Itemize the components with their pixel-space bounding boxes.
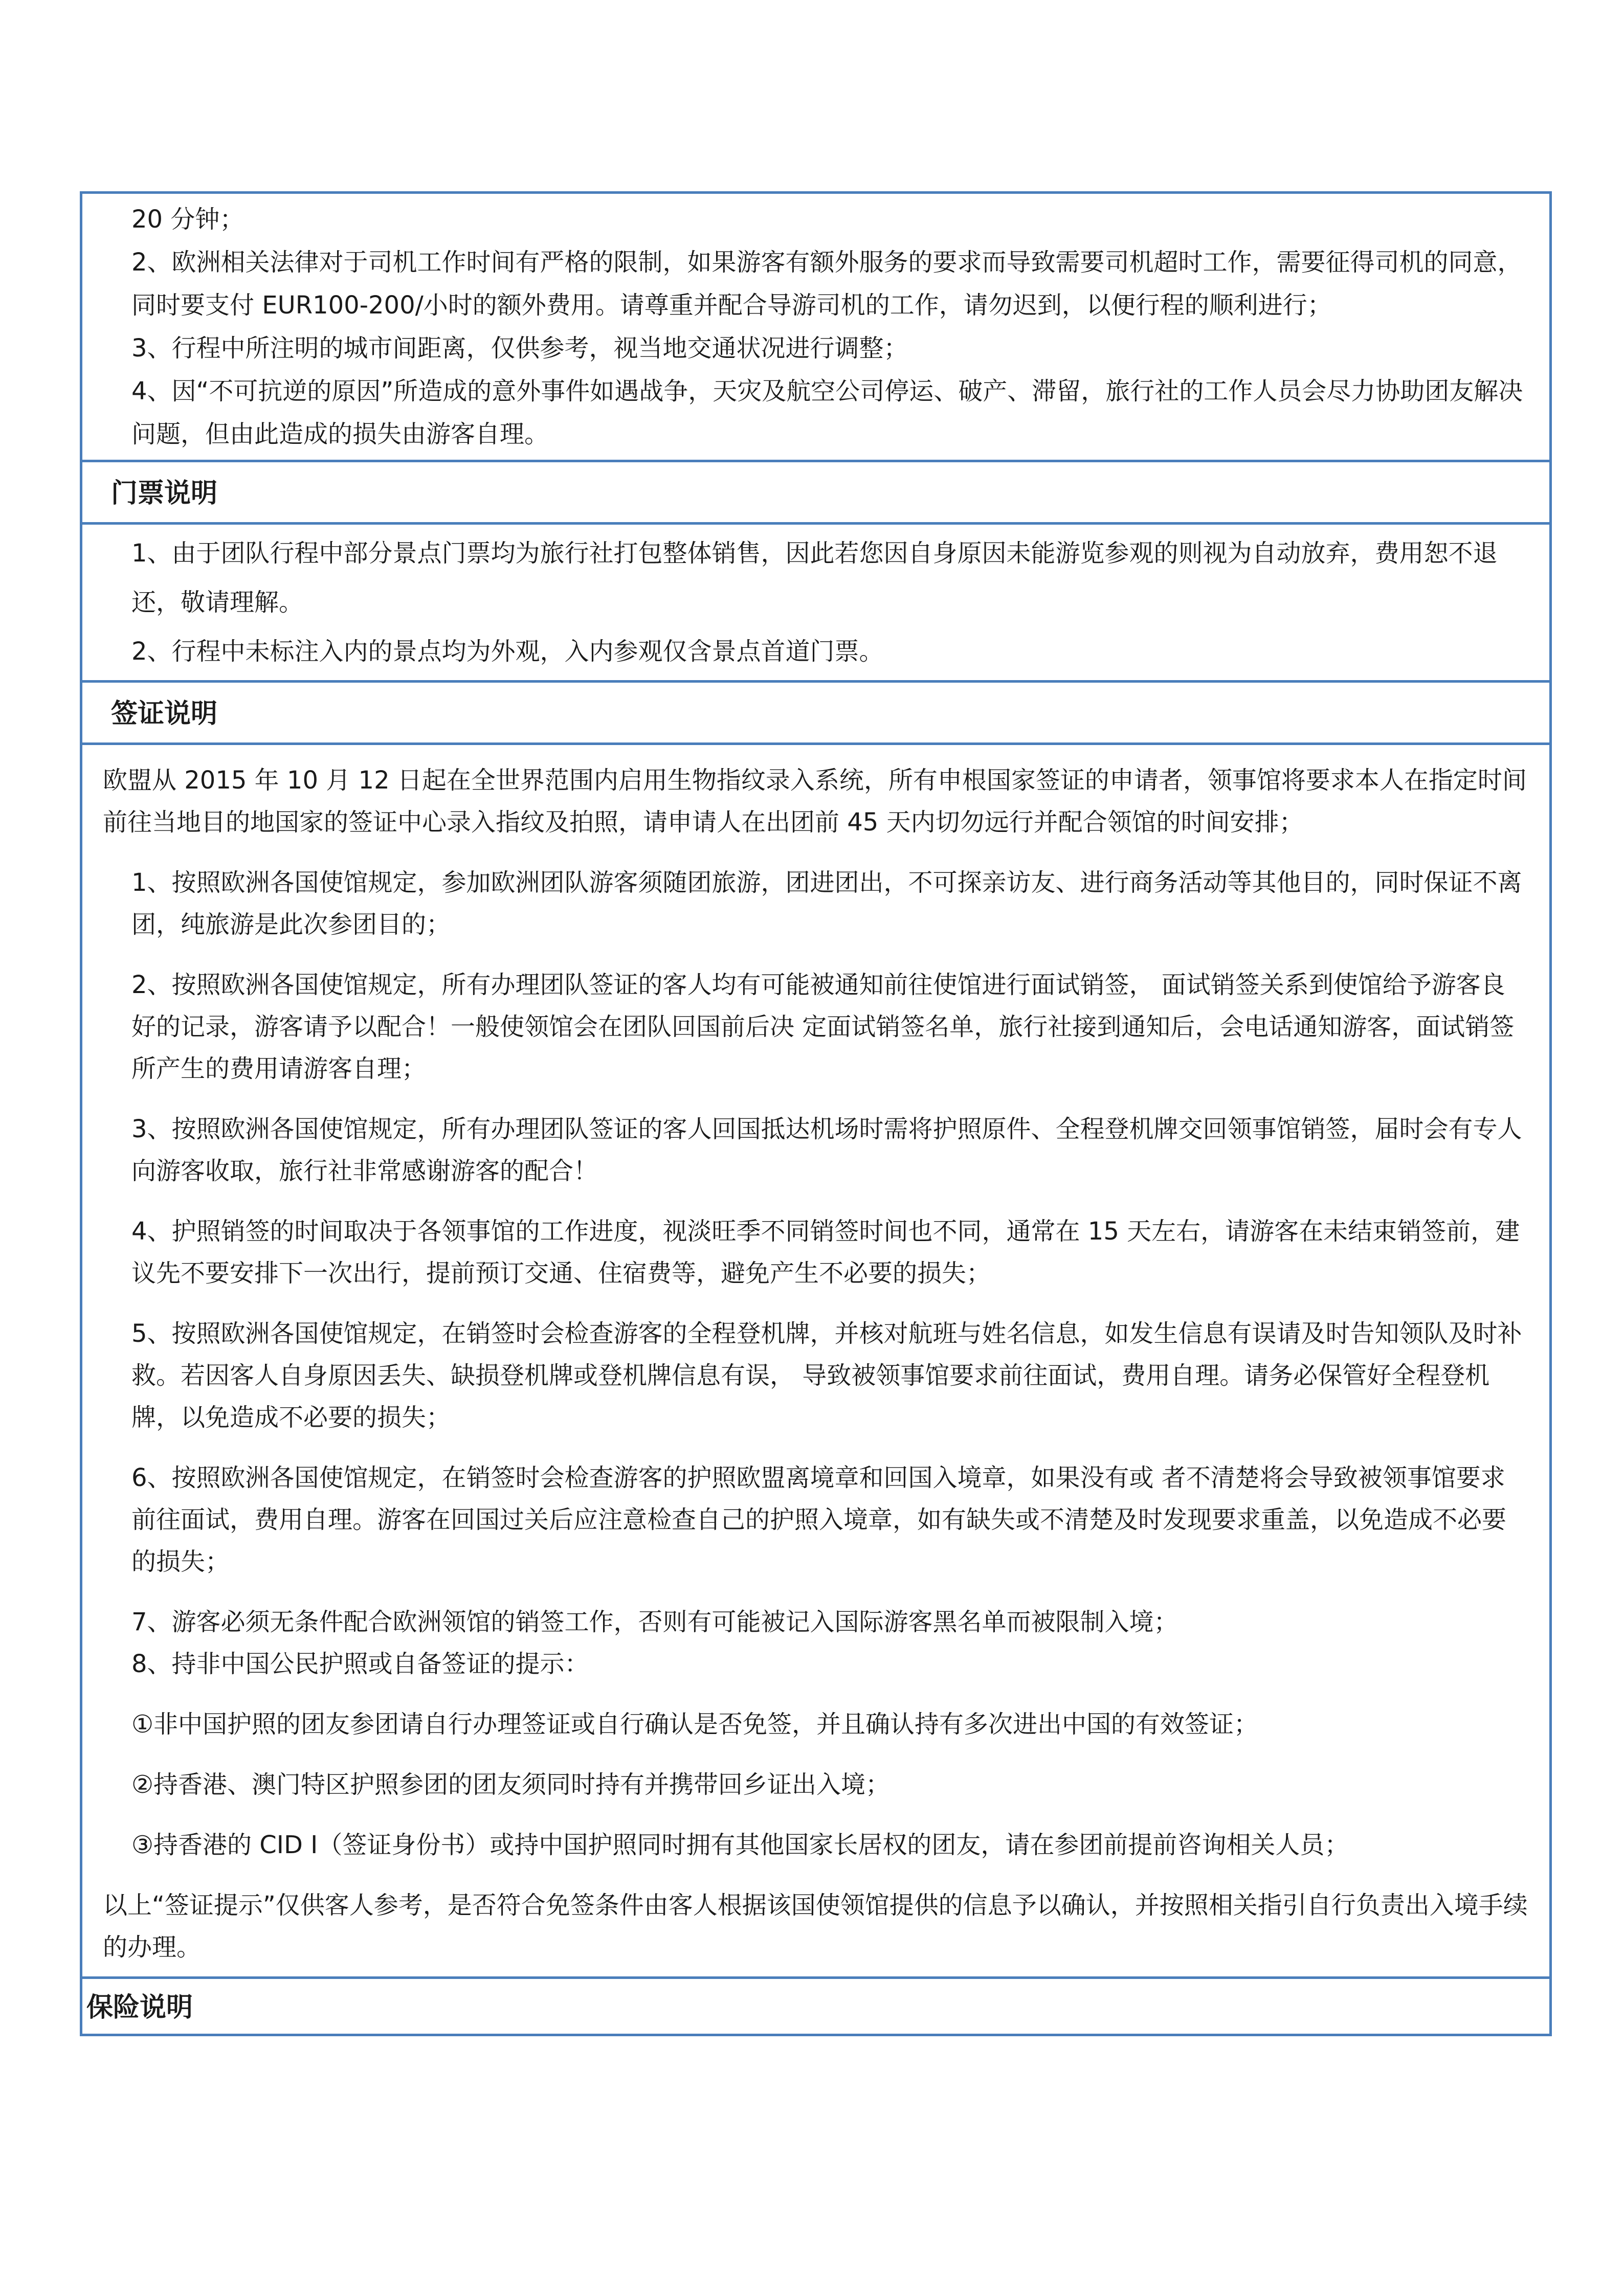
tickets-heading: 门票说明 — [82, 460, 1549, 522]
visa-item-8: 8、持非中国公民护照或自备签证的提示： — [131, 1650, 589, 1678]
tickets-section — [82, 522, 1549, 680]
visa-section — [82, 742, 1549, 1976]
visa-item-6: 6、按照欧洲各国使馆规定，在销签时会检查游客的护照欧盟离境章和回国入境章，如果没有或 者不清楚将会导致被领事馆要求前往面试，费用自理。游客在回国过关后应注意检查自己的护照入境章，如有缺失或不清楚及时发现要求重盖，以免造成不必要的损失； — [131, 1464, 1507, 1576]
tickets-line-2: 2、行程中未标注入内的景点均为外观，入内参观仅含景点首道门票。 — [131, 637, 884, 666]
visa-intro: 欧盟从 2015 年 10 月 12 日起在全世界范围内启用生物指纹录入系统，所有申根国家签证的申请者，领事馆将要求本人在指定时间前往当地目的地国家的签证中心录入指纹及拍照，请申请人在出团前 45 天内切勿远行并配合领馆的时间安排； — [103, 766, 1527, 837]
visa-item-3: 3、按照欧洲各国使馆规定，所有办理团队签证的客人回国抵达机场时需将护照原件、全程登机牌交回领事馆销签，届时会有专人向游客收取，旅行社非常感谢游客的配合！ — [131, 1115, 1522, 1185]
notes-continued-section — [82, 194, 1549, 460]
tickets-line-1: 1、由于团队行程中部分景点门票均为旅行社打包整体销售，因此若您因自身原因未能游览参观的则视为自动放弃，费用恕不退还，敬请理解。 — [131, 539, 1498, 617]
itinerary-notes-table — [80, 191, 1552, 2036]
visa-tip-2: ②持香港、澳门特区护照参团的团友须同时持有并携带回乡证出入境； — [131, 1770, 891, 1799]
visa-item-7: 7、游客必须无条件配合欧洲领馆的销签工作，否则有可能被记入国际游客黑名单而被限制入境； — [131, 1608, 1178, 1636]
visa-tip-1: ①非中国护照的团友参团请自行办理签证或自行确认是否免签，并且确认持有多次进出中国的有效签证； — [131, 1710, 1259, 1739]
visa-heading: 签证说明 — [82, 680, 1549, 742]
notes-line-3: 3、行程中所注明的城市间距离，仅供参考，视当地交通状况进行调整； — [131, 334, 908, 363]
visa-item-4: 4、护照销签的时间取决于各领事馆的工作进度，视淡旺季不同销签时间也不同，通常在 15 天左右，请游客在未结束销签前，建议先不要安排下一次出行，提前预订交通、住宿费等，避免产生不必要的损失； — [131, 1217, 1520, 1288]
visa-item-1: 1、按照欧洲各国使馆规定，参加欧洲团队游客须随团旅游，团进团出，不可探亲访友、进行商务活动等其他目的，同时保证不离团，纯旅游是此次参团目的； — [131, 868, 1522, 939]
visa-item-2: 2、按照欧洲各国使馆规定，所有办理团队签证的客人均有可能被通知前往使馆进行面试销签， 面试销签关系到使馆给予游客良好的记录，游客请予以配合！一般使领馆会在团队回国前后决 定面试销签名单，旅行社接到通知后，会电话通知游客，面试销签所产生的费用请游客自理； — [131, 971, 1515, 1083]
notes-line-2: 2、欧洲相关法律对于司机工作时间有严格的限制，如果游客有额外服务的要求而导致需要司机超时工作，需要征得司机的同意，同时要支付 EUR100-200/小时的额外费用。请尊重并配合导游司机的工作，请勿迟到，以便行程的顺利进行； — [131, 248, 1522, 320]
notes-line-4: 4、因“不可抗逆的原因”所造成的意外事件如遇战争，天灾及航空公司停运、破产、滞留，旅行社的工作人员会尽力协助团友解决问题，但由此造成的损失由游客自理。 — [131, 377, 1523, 448]
visa-tip-3: ③持香港的 CID I（签证身份书）或持中国护照同时拥有其他国家长居权的团友，请在参团前提前咨询相关人员； — [131, 1831, 1349, 1859]
visa-item-5: 5、按照欧洲各国使馆规定，在销签时会检查游客的全程登机牌，并核对航班与姓名信息，如发生信息有误请及时告知领队及时补救。若因客人自身原因丢失、缺损登机牌或登机牌信息有误， 导致被领事馆要求前往面试，费用自理。请务必保管好全程登机牌，以免造成不必要的损失； — [131, 1319, 1522, 1432]
insurance-heading: 保险说明 — [82, 1976, 1549, 2034]
notes-line-1: 20 分钟； — [131, 205, 244, 234]
visa-closing: 以上“签证提示”仅供客人参考，是否符合免签条件由客人根据该国使领馆提供的信息予以确认，并按照相关指引自行负责出入境手续的办理。 — [103, 1891, 1528, 1962]
